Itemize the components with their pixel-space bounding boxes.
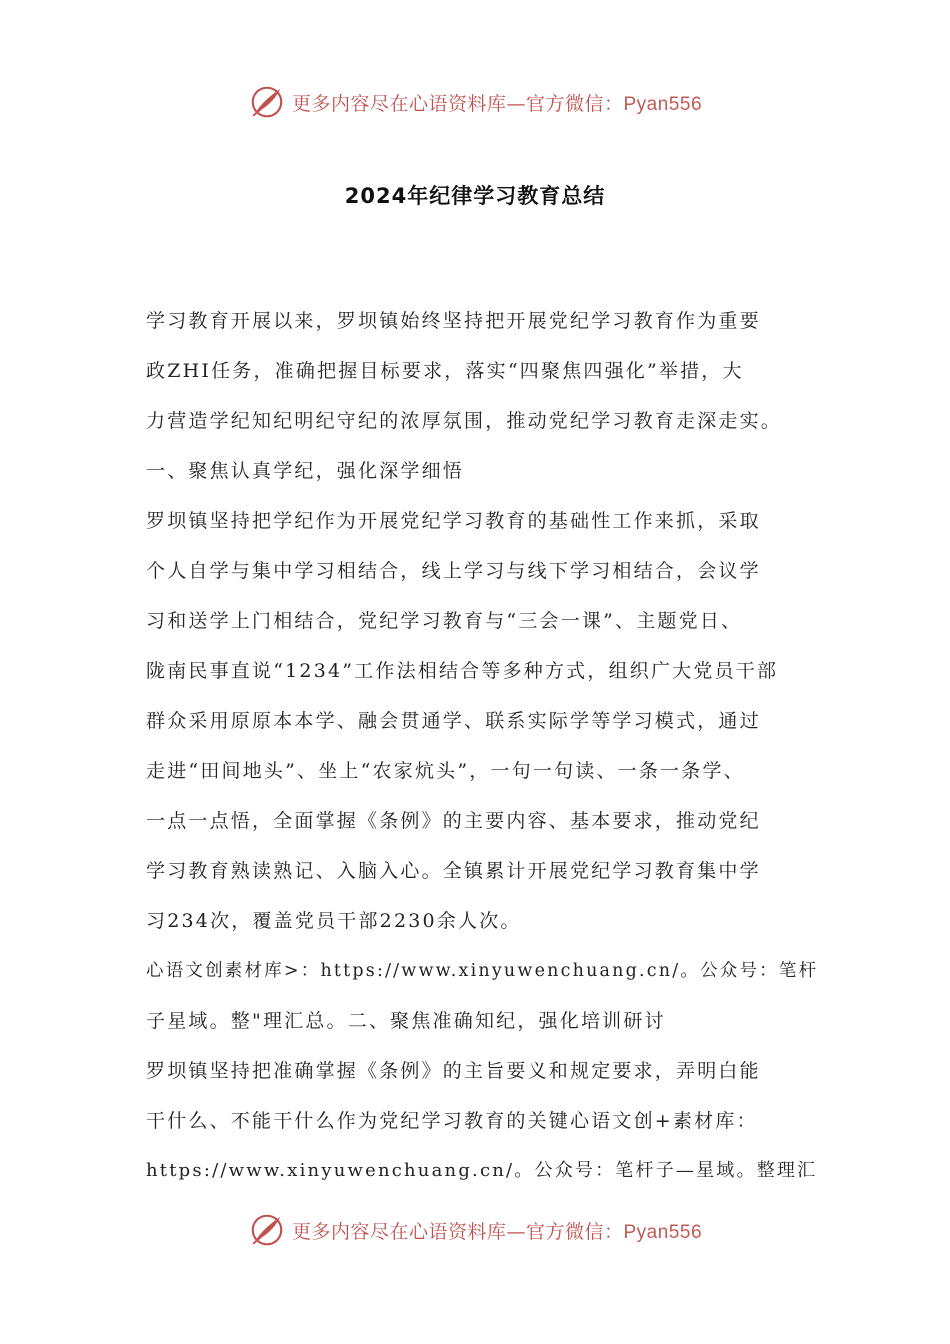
- paragraph-line: https://www.xinyuwenchuang.cn/。公众号：笔杆子—星域。整理汇: [146, 1160, 818, 1181]
- document-title: 2024年纪律学习教育总结: [344, 184, 606, 208]
- watermark-wechat-id: Pyan556: [623, 1221, 703, 1243]
- paragraph-line: 习234次，覆盖党员干部2230余人次。: [146, 910, 522, 932]
- watermark-text: [292, 89, 702, 116]
- paragraph-line: 群众采用原原本本学、融会贯通学、联系实际学等学习模式，通过: [146, 710, 761, 732]
- feather-pen-circle-icon: [248, 83, 286, 121]
- paragraph-line: 陇南民事直说“1234”工作法相结合等多种方式，组织广大党员干部: [146, 660, 779, 682]
- paragraph-line: 心语文创素材库>：https://www.xinyuwenchuang.cn/。公众号：笔杆: [146, 961, 819, 981]
- paragraph-line: 罗坝镇坚持把学纪作为开展党纪学习教育的基础性工作来抓，采取: [146, 510, 761, 532]
- header-watermark: [0, 80, 950, 124]
- watermark-wechat-id: Pyan556: [623, 93, 703, 115]
- paragraph-line: 力营造学纪知纪明纪守纪的浓厚氛围，推动党纪学习教育走深走实。: [146, 410, 783, 432]
- paragraph-line: 子星域。整"理汇总。二、聚焦准确知纪，强化培训研讨: [146, 1010, 666, 1032]
- paragraph-line: 学习教育开展以来，罗坝镇始终坚持把开展党纪学习教育作为重要: [146, 310, 761, 332]
- paragraph-line: 政ZHI任务，准确把握目标要求，落实“四聚焦四强化”举措，大: [146, 360, 744, 382]
- section-heading: 一、聚焦认真学纪，强化深学细悟: [146, 460, 465, 482]
- footer-watermark: [0, 1208, 950, 1252]
- feather-pen-circle-icon: [248, 1211, 286, 1249]
- watermark-text-cn: 更多内容尽在心语资料库—官方微信：: [291, 92, 624, 115]
- paragraph-line: 一点一点悟，全面掌握《条例》的主要内容、基本要求，推动党纪: [146, 810, 761, 832]
- paragraph-line: 个人自学与集中学习相结合，线上学习与线下学习相结合，会议学: [146, 560, 761, 582]
- paragraph-line: 学习教育熟读熟记、入脑入心。全镇累计开展党纪学习教育集中学: [146, 860, 761, 882]
- paragraph-line: 罗坝镇坚持把准确掌握《条例》的主旨要义和规定要求，弄明白能: [146, 1060, 761, 1082]
- paragraph-line: 走进“田间地头”、坐上“农家炕头”，一句一句读、一条一条学、: [146, 760, 745, 782]
- watermark-text: [292, 1217, 702, 1244]
- document-body: [146, 296, 818, 1196]
- watermark-text-cn: 更多内容尽在心语资料库—官方微信：: [291, 1220, 624, 1243]
- paragraph-line: 干什么、不能干什么作为党纪学习教育的关键心语文创+素材库：: [146, 1110, 758, 1132]
- paragraph-line: 习和送学上门相结合，党纪学习教育与“三会一课”、主题党日、: [146, 610, 743, 632]
